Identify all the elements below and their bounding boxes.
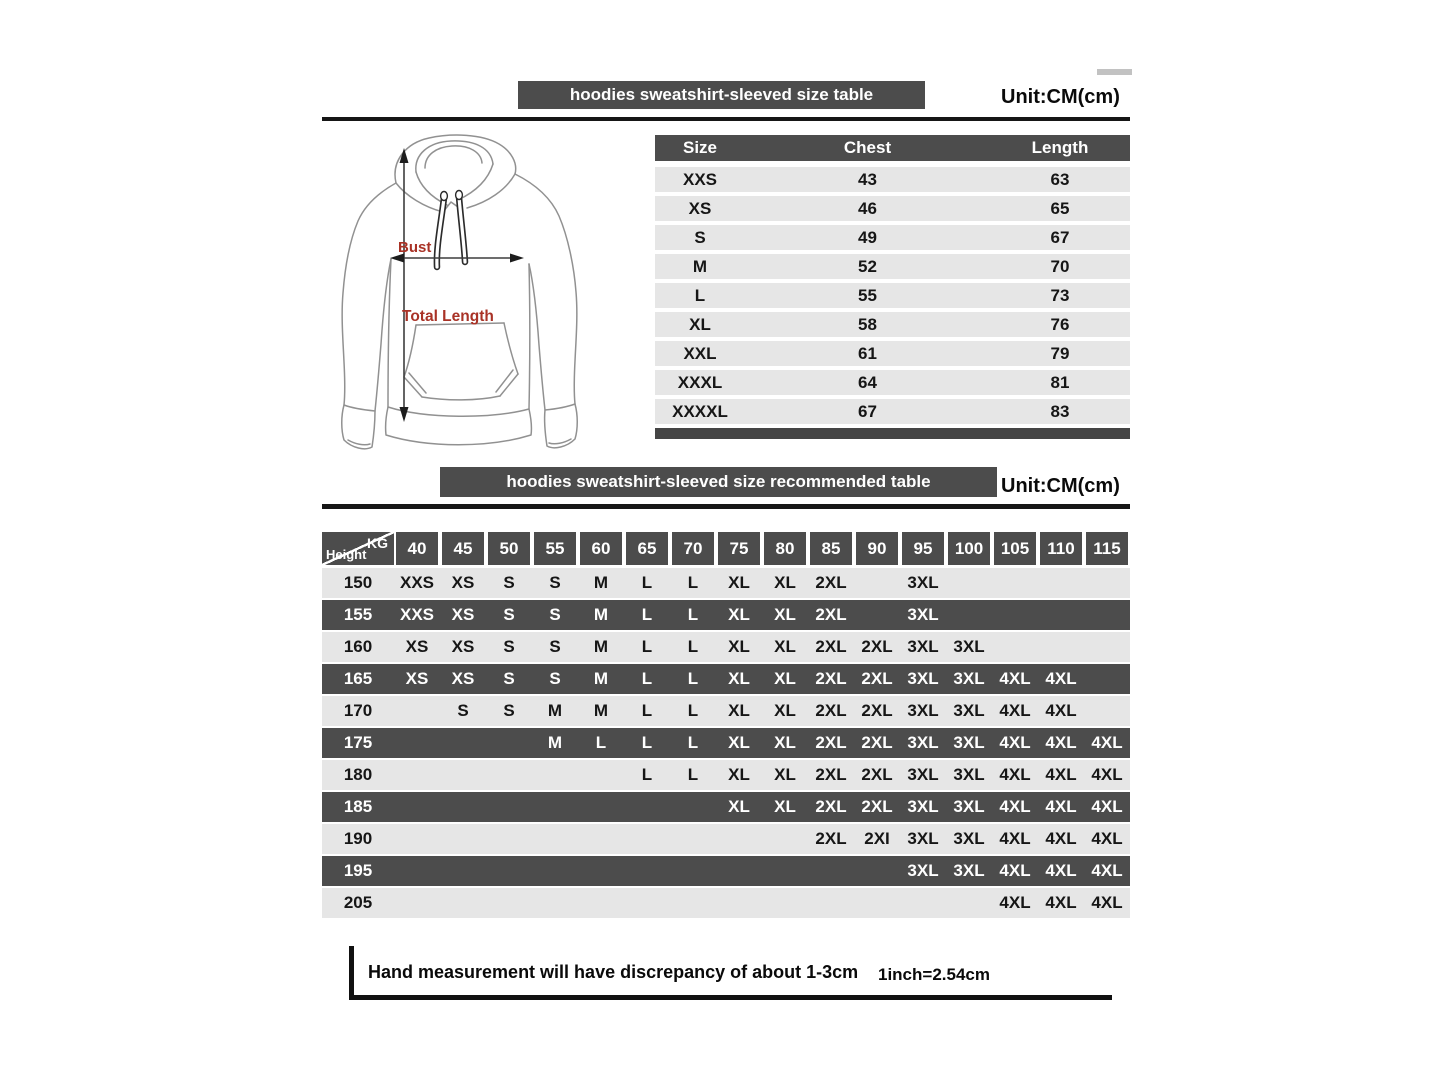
pocket-slit-right-2 — [496, 370, 513, 392]
size-recommendation-cell: 2XL — [815, 573, 847, 592]
recommended-row — [322, 760, 1130, 790]
size-recommendation-cell: L — [687, 573, 699, 592]
divider-line — [322, 117, 1130, 121]
size-recommendation-cell: 3XL — [953, 637, 985, 656]
size-recommendation-cell: XL — [728, 797, 750, 816]
recommended-row — [322, 568, 1130, 598]
size-recommendation-cell: 3XL — [953, 797, 985, 816]
size-recommendation-cell: 4XL — [1045, 733, 1077, 752]
size-recommendation-cell: S — [549, 637, 561, 656]
size-recommendation-cell: S — [503, 573, 515, 592]
hem-band — [386, 407, 532, 445]
recommended-table-title: hoodies sweatshirt-sleeved size recommended table — [506, 472, 931, 491]
size-value: XS — [688, 198, 712, 218]
size-recommendation-cell: 4XL — [999, 893, 1031, 912]
height-value: 180 — [343, 765, 373, 784]
hood-flap-left-outer — [396, 183, 443, 212]
kg-column-header: 40 — [396, 532, 438, 565]
size-recommendation-cell: 3XL — [953, 669, 985, 688]
size-recommendation-cell: 4XL — [1091, 893, 1123, 912]
body-left-edge — [388, 259, 391, 407]
size-recommendation-cell: L — [641, 573, 653, 592]
kg-column-header: 50 — [488, 532, 530, 565]
size-recommendation-cell: 3XL — [953, 861, 985, 880]
length-value: 81 — [1050, 372, 1070, 392]
length-value: 79 — [1050, 343, 1070, 363]
size-recommendation-cell: M — [593, 669, 609, 688]
size-recommendation-cell: S — [503, 669, 515, 688]
size-recommendation-cell: L — [641, 733, 653, 752]
length-value: 83 — [1050, 401, 1070, 421]
total-length-label: Total Length — [402, 308, 494, 325]
size-recommendation-cell: XL — [774, 765, 796, 784]
size-recommendation-cell: 3XL — [907, 733, 939, 752]
size-recommendation-cell: 4XL — [1045, 669, 1077, 688]
height-value: 175 — [343, 733, 373, 752]
recommended-row — [322, 600, 1130, 630]
size-table-row — [655, 254, 1130, 279]
kg-column-header: 60 — [580, 532, 622, 565]
size-recommendation-cell: 2XL — [815, 797, 847, 816]
length-value: 65 — [1050, 198, 1070, 218]
size-recommendation-cell: 3XL — [953, 733, 985, 752]
size-value: XL — [689, 314, 711, 334]
size-recommendation-cell: L — [687, 765, 699, 784]
left-cuff-line — [348, 440, 370, 445]
right-sleeve-inner — [529, 264, 545, 410]
size-recommendation-cell: 2XL — [815, 733, 847, 752]
size-value: XXS — [682, 169, 718, 189]
pocket-bottom — [422, 396, 500, 400]
recommended-row — [322, 824, 1130, 854]
size-value: XXXL — [677, 372, 723, 392]
chest-value: 55 — [858, 285, 877, 305]
kg-column-header: 80 — [764, 532, 806, 565]
size-recommendation-cell: L — [641, 605, 653, 624]
size-recommendation-cell: XXS — [399, 605, 435, 624]
size-recommendation-cell: 3XL — [907, 605, 939, 624]
size-table — [655, 135, 1130, 439]
unit-label-cm-2: Unit:CM(cm) — [1001, 475, 1120, 497]
size-recommendation-cell: 3XL — [907, 701, 939, 720]
inch-conversion: 1inch=2.54cm — [878, 965, 990, 984]
size-recommendation-cell: 3XL — [907, 829, 939, 848]
footer-bracket-horizontal — [349, 995, 1112, 1000]
size-recommendation-cell: 4XL — [1091, 797, 1123, 816]
pocket-left — [404, 325, 416, 377]
size-recommendation-cell: 4XL — [1091, 829, 1123, 848]
length-value: 67 — [1050, 227, 1070, 247]
size-recommendation-cell: XS — [405, 637, 429, 656]
right-cuff-line — [549, 439, 571, 444]
drawstring-eyelet-right — [456, 191, 463, 200]
size-recommendation-cell: S — [457, 701, 469, 720]
size-recommendation-cell: XL — [774, 701, 796, 720]
size-recommendation-cell: S — [549, 573, 561, 592]
size-recommendation-cell: 2XL — [861, 797, 893, 816]
size-recommendation-cell: XS — [451, 605, 475, 624]
size-recommendation-cell: S — [503, 605, 515, 624]
height-value: 155 — [343, 605, 373, 624]
size-recommendation-cell: 2XL — [815, 701, 847, 720]
size-recommendation-cell: M — [547, 701, 563, 720]
hood-inner-line — [425, 146, 482, 168]
recommended-row — [322, 664, 1130, 694]
hood-outer — [395, 135, 516, 183]
size-recommendation-cell: 2XL — [815, 605, 847, 624]
size-recommendation-cell: S — [549, 605, 561, 624]
size-recommendation-cell: 2XL — [815, 829, 847, 848]
height-value: 195 — [343, 861, 373, 880]
size-recommendation-cell: 4XL — [999, 701, 1031, 720]
size-recommendation-cell: S — [549, 669, 561, 688]
chest-value: 52 — [858, 256, 877, 276]
hoodie-diagram — [332, 133, 602, 455]
size-recommendation-cell: XL — [728, 637, 750, 656]
recommended-table — [322, 532, 1130, 920]
arrowhead-down — [400, 407, 409, 422]
size-recommendation-cell: XS — [451, 669, 475, 688]
column-header-length: Length — [1031, 138, 1089, 157]
size-recommendation-cell: 4XL — [1045, 701, 1077, 720]
pocket-right — [504, 323, 518, 374]
right-cuff — [545, 404, 578, 448]
size-table-row — [655, 341, 1130, 366]
kg-column-header: 115 — [1086, 532, 1128, 565]
size-recommendation-cell: L — [641, 669, 653, 688]
left-cuff — [342, 405, 375, 449]
size-recommendation-cell: M — [593, 573, 609, 592]
recommended-row — [322, 728, 1130, 758]
chest-value: 67 — [858, 401, 877, 421]
size-recommendation-cell: M — [547, 733, 563, 752]
size-recommendation-cell: 4XL — [999, 829, 1031, 848]
column-header-size: Size — [682, 138, 718, 157]
size-table-row — [655, 399, 1130, 424]
size-table-row — [655, 312, 1130, 337]
length-value: 70 — [1050, 256, 1070, 276]
size-recommendation-cell: L — [595, 733, 607, 752]
recommended-row — [322, 696, 1130, 726]
kg-axis-label: KG — [367, 535, 388, 551]
size-recommendation-cell: XL — [728, 701, 750, 720]
size-table-row — [655, 225, 1130, 250]
unit-label-cm: Unit:CM(cm) — [1001, 86, 1120, 108]
height-value: 165 — [343, 669, 373, 688]
size-recommendation-cell: 4XL — [1045, 829, 1077, 848]
size-recommendation-cell: 3XL — [907, 861, 939, 880]
size-recommendation-cell: L — [641, 637, 653, 656]
height-value: 160 — [343, 637, 373, 656]
size-recommendation-cell: 4XL — [999, 797, 1031, 816]
size-recommendation-cell: XL — [728, 605, 750, 624]
size-recommendation-cell: 4XL — [999, 861, 1031, 880]
pocket-slit-left — [404, 377, 422, 397]
kg-column-header: 85 — [810, 532, 852, 565]
size-recommendation-cell: 3XL — [907, 637, 939, 656]
size-table-title-bar — [518, 81, 925, 109]
size-recommendation-cell: 4XL — [1045, 765, 1077, 784]
size-table-body — [655, 167, 1130, 424]
size-recommendation-cell: M — [593, 605, 609, 624]
size-recommendation-cell: 3XL — [953, 765, 985, 784]
size-recommendation-cell: 3XL — [907, 765, 939, 784]
kg-column-header: 100 — [948, 532, 990, 565]
size-table-row — [655, 370, 1130, 395]
size-recommendation-cell: M — [593, 701, 609, 720]
size-recommendation-cell: 4XL — [999, 765, 1031, 784]
recommended-table-body — [322, 568, 1130, 918]
kg-column-header: 105 — [994, 532, 1036, 565]
size-recommendation-cell: S — [503, 701, 515, 720]
recommended-row — [322, 632, 1130, 662]
kg-column-header: 70 — [672, 532, 714, 565]
height-value: 170 — [343, 701, 373, 720]
size-recommendation-cell: 2XL — [861, 765, 893, 784]
size-recommendation-cell: L — [687, 701, 699, 720]
body-right-edge — [529, 264, 530, 409]
kg-height-corner-cell — [322, 532, 394, 565]
kg-column-header: 65 — [626, 532, 668, 565]
size-recommendation-cell: L — [687, 605, 699, 624]
size-recommendation-cell: XL — [728, 765, 750, 784]
size-recommendation-cell: 4XL — [1091, 733, 1123, 752]
right-sleeve — [515, 174, 577, 404]
chest-value: 46 — [858, 198, 877, 218]
bust-label: Bust — [398, 239, 432, 256]
recommended-row — [322, 792, 1130, 822]
size-recommendation-cell: XL — [774, 573, 796, 592]
size-value: XXXXL — [672, 401, 728, 421]
drawstring-eyelet-left — [441, 192, 448, 201]
size-table-row — [655, 196, 1130, 221]
chest-value: 49 — [858, 227, 877, 247]
size-value: S — [694, 227, 706, 247]
column-header-chest: Chest — [843, 138, 892, 157]
size-recommendation-cell: M — [593, 637, 609, 656]
size-recommendation-cell: XL — [728, 573, 750, 592]
size-table-row — [655, 283, 1130, 308]
size-recommendation-cell: 3XL — [953, 829, 985, 848]
size-recommendation-cell: 3XL — [907, 573, 939, 592]
size-recommendation-cell: L — [641, 765, 653, 784]
height-value: 205 — [343, 893, 373, 912]
arrowhead-right — [510, 254, 524, 263]
kg-column-header: 95 — [902, 532, 944, 565]
size-recommendation-cell: L — [687, 669, 699, 688]
size-table-title: hoodies sweatshirt-sleeved size table — [569, 85, 874, 104]
pocket-slit-right — [500, 374, 518, 396]
height-value: 150 — [343, 573, 373, 592]
size-recommendation-cell: 2XI — [864, 829, 890, 848]
size-recommendation-cell: XL — [774, 669, 796, 688]
size-value: XXL — [683, 343, 717, 363]
length-value: 76 — [1050, 314, 1070, 334]
size-recommendation-cell: 2XL — [861, 637, 893, 656]
kg-column-header: 75 — [718, 532, 760, 565]
size-recommendation-cell: 2XL — [815, 669, 847, 688]
size-recommendation-cell: 2XL — [861, 701, 893, 720]
chest-value: 61 — [858, 343, 877, 363]
size-recommendation-cell: XL — [774, 637, 796, 656]
size-recommendation-cell: 4XL — [1045, 861, 1077, 880]
size-recommendation-cell: XL — [728, 733, 750, 752]
size-recommendation-cell: XS — [451, 637, 475, 656]
length-value: 73 — [1050, 285, 1070, 305]
size-recommendation-cell: L — [687, 733, 699, 752]
size-recommendation-cell: 2XL — [861, 669, 893, 688]
size-recommendation-cell: 4XL — [1091, 765, 1123, 784]
size-recommendation-cell: 3XL — [953, 701, 985, 720]
size-recommendation-cell: 3XL — [907, 797, 939, 816]
size-recommendation-cell: S — [503, 637, 515, 656]
chest-value: 43 — [858, 169, 877, 189]
footer-bracket-vertical — [349, 946, 354, 1000]
size-recommendation-cell: XL — [774, 733, 796, 752]
kg-column-header: 45 — [442, 532, 484, 565]
size-recommendation-cell: 3XL — [907, 669, 939, 688]
size-recommendation-cell: XXS — [399, 573, 435, 592]
kg-column-header: 90 — [856, 532, 898, 565]
chest-value: 58 — [858, 314, 877, 334]
size-recommendation-cell: 4XL — [1045, 797, 1077, 816]
size-recommendation-cell: XL — [774, 605, 796, 624]
size-recommendation-cell: L — [641, 701, 653, 720]
size-table-row — [655, 167, 1130, 192]
kg-column-header: 55 — [534, 532, 576, 565]
size-value: L — [694, 285, 706, 305]
recommended-row — [322, 856, 1130, 886]
hood-flap-right-inner — [458, 164, 493, 200]
kg-header-row — [322, 532, 1130, 565]
size-recommendation-cell: L — [687, 637, 699, 656]
recommended-table-title-bar — [440, 467, 997, 497]
length-value: 63 — [1050, 169, 1070, 189]
size-recommendation-cell: 2XL — [815, 765, 847, 784]
height-axis-label: Height — [326, 547, 367, 562]
height-value: 185 — [343, 797, 373, 816]
divider-line-2 — [322, 504, 1130, 509]
size-recommendation-cell: 4XL — [1091, 861, 1123, 880]
height-value: 190 — [343, 829, 373, 848]
kg-column-header: 110 — [1040, 532, 1082, 565]
size-recommendation-cell: 2XL — [815, 637, 847, 656]
measurement-note: Hand measurement will have discrepancy of about 1-3cm — [368, 962, 859, 982]
size-recommendation-cell: XS — [405, 669, 429, 688]
size-recommendation-cell: 4XL — [999, 733, 1031, 752]
chest-value: 64 — [858, 372, 877, 392]
size-recommendation-cell: XS — [451, 573, 475, 592]
size-recommendation-cell: 2XL — [861, 733, 893, 752]
size-value: M — [692, 256, 708, 276]
pocket-slit-left-2 — [409, 373, 426, 393]
size-table-header — [655, 135, 1130, 161]
recommended-row — [322, 888, 1130, 918]
size-recommendation-cell: XL — [774, 797, 796, 816]
scan-artifact-dash — [1097, 69, 1132, 75]
size-recommendation-cell: 4XL — [1045, 893, 1077, 912]
size-recommendation-cell: XL — [728, 669, 750, 688]
size-table-bottom-bar — [655, 428, 1130, 439]
size-recommendation-cell: 4XL — [999, 669, 1031, 688]
